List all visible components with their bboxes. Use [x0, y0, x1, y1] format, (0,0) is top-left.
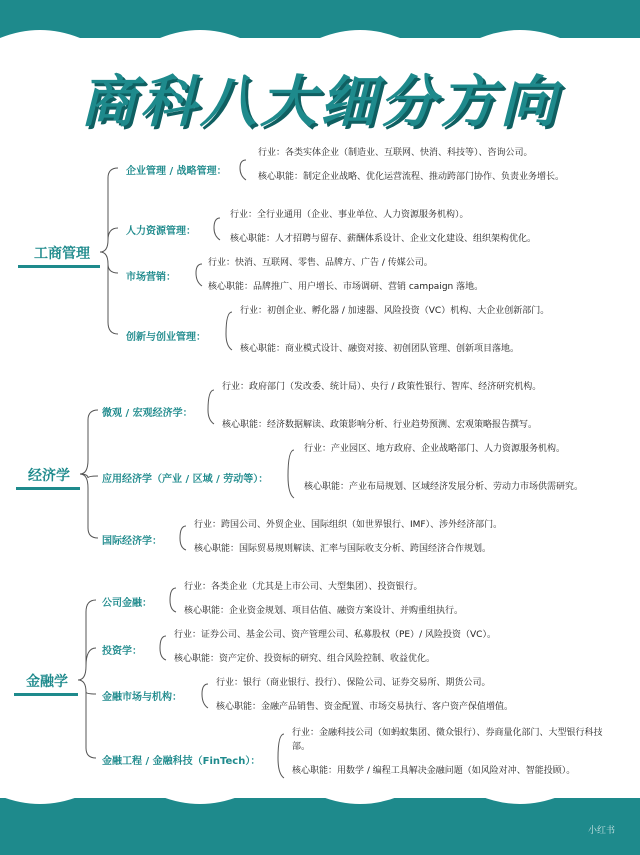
industry-text: 行业：金融科技公司（如蚂蚁集团、微众银行）、券商量化部门、大型银行科技部。 [292, 728, 603, 752]
sub-micro-macro-economics: 微观 / 宏观经济学： [102, 408, 193, 419]
role-text: 核心职能：品牌推广、用户增长、市场调研、营销 campaign 落地。 [208, 282, 484, 292]
industry-text: 行业：银行（商业银行、投行）、保险公司、证券交易所、期货公司。 [216, 678, 491, 688]
page-title: 商科八大细分方向 [80, 70, 560, 135]
sub-marketing: 市场营销： [126, 272, 176, 283]
category-underline [18, 265, 100, 268]
industry-text: 行业：证券公司、基金公司、资产管理公司、私募股权（PE）/ 风险投资（VC）。 [174, 630, 496, 640]
sub-international-economics: 国际经济学： [102, 536, 162, 547]
role-text: 核心职能：人才招聘与留存、薪酬体系设计、企业文化建设、组织架构优化。 [230, 234, 537, 244]
industry-text: 行业：全行业通用（企业、事业单位、人力资源服务机构）。 [230, 210, 469, 220]
sub-investment: 投资学： [102, 646, 142, 657]
sub-financial-markets: 金融市场与机构： [102, 692, 182, 703]
industry-text: 行业：各类企业（尤其是上市公司、大型集团）、投资银行。 [184, 582, 423, 592]
industry-text: 行业：初创企业、孵化器 / 加速器、风险投资（VC）机构、大企业创新部门。 [240, 306, 550, 316]
industry-text: 行业：各类实体企业（制造业、互联网、快消、科技等）、咨询公司。 [258, 148, 533, 158]
sub-hr-management: 人力资源管理： [126, 226, 196, 237]
role-text: 核心职能：国际贸易规则解读、汇率与国际收支分析、跨国经济合作规划。 [194, 544, 492, 554]
industry-text: 行业：政府部门（发改委、统计局）、央行 / 政策性银行、智库、经济研究机构。 [222, 382, 542, 392]
sub-enterprise-strategy: 企业管理 / 战略管理： [126, 166, 227, 177]
category-economics: 经济学 [28, 468, 70, 484]
category-underline [16, 487, 80, 490]
category-business-admin: 工商管理 [34, 246, 90, 262]
role-text: 核心职能：资产定价、投资标的研究、组合风险控制、收益优化。 [174, 654, 436, 664]
role-text: 核心职能：产业布局规划、区域经济发展分析、劳动力市场供需研究。 [304, 482, 584, 492]
sub-corporate-finance: 公司金融： [102, 598, 152, 609]
industry-text: 行业：快消、互联网、零售、品牌方、广告 / 传媒公司。 [208, 258, 433, 268]
role-text: 核心职能：企业资金规划、项目估值、融资方案设计、并购重组执行。 [184, 606, 464, 616]
category-finance: 金融学 [26, 674, 68, 690]
category-underline [14, 693, 78, 696]
sub-applied-economics: 应用经济学（产业 / 区域 / 劳动等）： [102, 474, 269, 485]
role-text: 核心职能：金融产品销售、资金配置、市场交易执行、客户资产保值增值。 [216, 702, 514, 712]
industry-text: 行业：产业园区、地方政府、企业战略部门、人力资源服务机构。 [304, 444, 566, 454]
role-text: 核心职能：制定企业战略、优化运营流程、推动跨部门协作、负责业务增长。 [258, 172, 565, 182]
sub-financial-engineering-fintech: 金融工程 / 金融科技（FinTech）： [102, 756, 261, 767]
sub-innovation-entrepreneurship: 创新与创业管理： [126, 332, 206, 343]
role-text: 核心职能：商业模式设计、融资对接、初创团队管理、创新项目落地。 [240, 344, 520, 354]
role-text: 核心职能：用数学 / 编程工具解决金融问题（如风险对冲、智能投顾）。 [292, 766, 576, 776]
role-text: 核心职能：经济数据解读、政策影响分析、行业趋势预测、宏观策略报告撰写。 [222, 420, 538, 430]
industry-text: 行业：跨国公司、外贸企业、国际组织（如世界银行、IMF）、涉外经济部门。 [194, 520, 503, 530]
watermark-logo: 小红书 [588, 826, 616, 836]
